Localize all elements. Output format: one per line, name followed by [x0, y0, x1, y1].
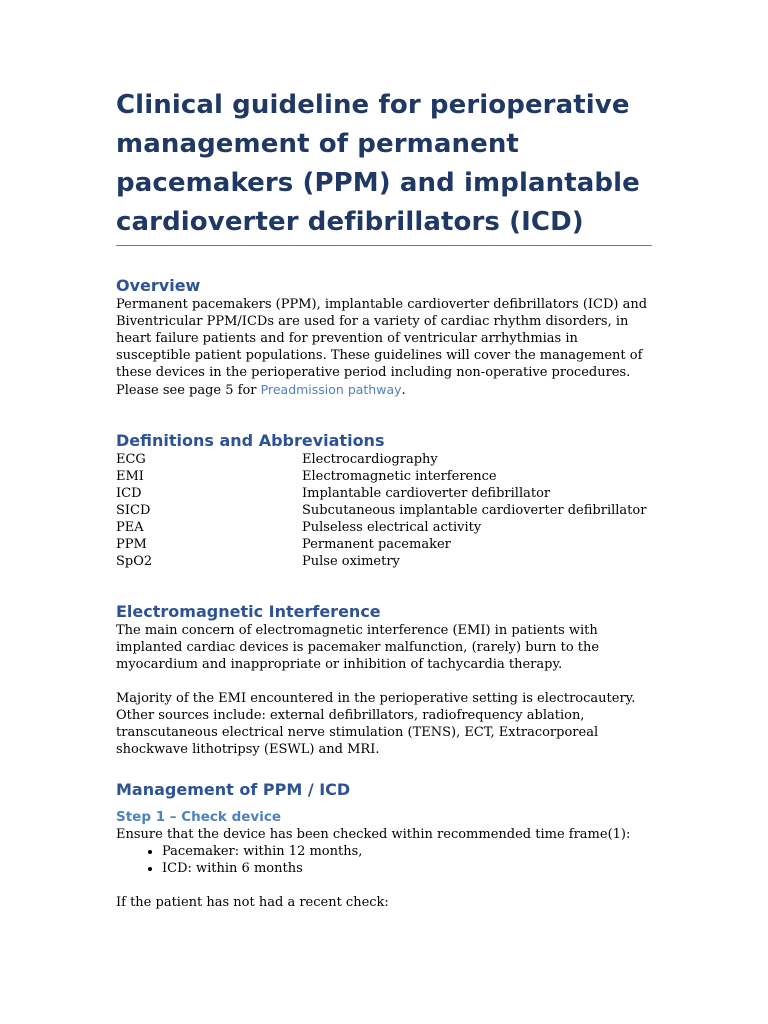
definitions-table	[116, 451, 646, 570]
definition-row	[116, 553, 646, 570]
definition-abbr: ECG	[116, 452, 146, 467]
document-page	[116, 86, 652, 911]
definition-meaning: Permanent pacemaker	[302, 537, 451, 552]
definition-meaning: Electrocardiography	[302, 452, 438, 467]
definition-row	[116, 485, 646, 502]
preadmission-pathway-link[interactable]: Preadmission pathway	[260, 382, 402, 397]
step1-intro: Ensure that the device has been checked within recommended time frame(1):	[116, 827, 631, 842]
definition-abbr: ICD	[116, 486, 142, 501]
overview-heading: Overview	[116, 276, 201, 295]
definition-abbr: EMI	[116, 469, 144, 484]
definition-abbr: SpO2	[116, 554, 153, 569]
definition-meaning: Pulseless electrical activity	[302, 520, 482, 535]
definition-abbr: PPM	[116, 537, 147, 552]
definition-row	[116, 519, 646, 536]
step1-list	[116, 843, 652, 877]
emi-paragraph-1: The main concern of electromagnetic interference (EMI) in patients with implanted cardiac devices is pacemaker malfunction, (rarely) burn to the myocardium and inappropriate or inhibition of tachycardia therapy.	[116, 623, 600, 672]
step1-heading: Step 1 – Check device	[116, 809, 281, 825]
overview-body: Permanent pacemakers (PPM), implantable cardioverter defibrillators (ICD) and Biventricular PPM/ICDs are used for a variety of cardiac rhythm disorders, in heart failure patients and for prevention of ventricular arrhythmias in susceptible patient populations. These guidelines will cover the management of these devices in the perioperative period including non-operative procedures. Please see page 5 for	[116, 297, 648, 398]
definition-meaning: Pulse oximetry	[302, 554, 400, 569]
definition-meaning: Electromagnetic interference	[302, 469, 497, 484]
definition-meaning: Implantable cardioverter defibrillator	[302, 486, 551, 501]
step1-followup: If the patient has not had a recent check:	[116, 895, 389, 910]
definition-abbr: SICD	[116, 503, 151, 518]
definition-meaning: Subcutaneous implantable cardioverter defibrillator	[302, 503, 647, 518]
definition-row	[116, 536, 646, 553]
definition-row	[116, 468, 646, 485]
list-item: • Pacemaker: within 12 months,	[162, 843, 652, 860]
list-item: • ICD: within 6 months	[162, 860, 652, 877]
emi-heading: Electromagnetic Interference	[116, 602, 381, 621]
overview-end: .	[401, 383, 406, 398]
definition-row	[116, 451, 646, 468]
management-heading: Management of PPM / ICD	[116, 780, 351, 799]
document-title: Clinical guideline for perioperative management of permanent pacemakers (PPM) and implantable cardioverter defibrillators (ICD)	[116, 86, 652, 246]
definitions-heading: Definitions and Abbreviations	[116, 431, 385, 450]
emi-paragraph-2: Majority of the EMI encountered in the perioperative setting is electrocautery. Other sources include: external defibrillators, radiofrequency ablation, transcutaneous electrical nerve stimulation (TENS), ECT, Extracorporeal shockwave lithotripsy (ESWL) and MRI.	[116, 691, 636, 757]
definition-abbr: PEA	[116, 520, 144, 535]
overview-text	[116, 296, 652, 399]
definition-row	[116, 502, 646, 519]
